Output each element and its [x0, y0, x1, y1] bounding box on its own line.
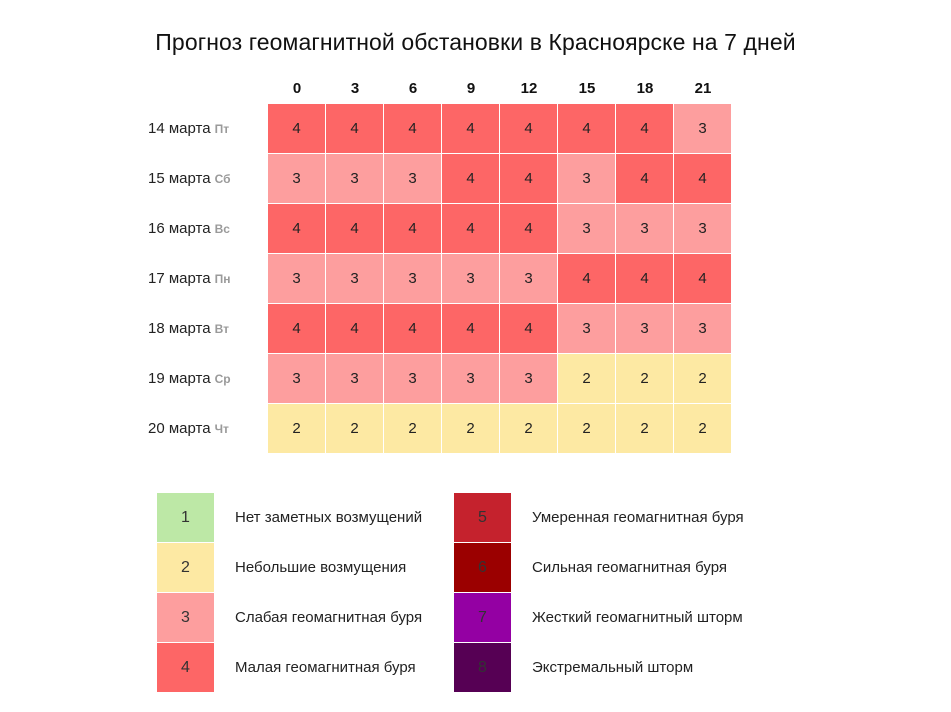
legend-swatch: 2 — [157, 543, 214, 592]
heatmap-cell: 4 — [384, 204, 442, 254]
row-label — [148, 104, 266, 154]
row-label — [148, 404, 266, 454]
heatmap-cell: 4 — [384, 304, 442, 354]
row-date: 15 марта — [148, 170, 211, 187]
legend-swatch: 8 — [454, 643, 511, 692]
legend-swatch: 7 — [454, 593, 511, 642]
legend-swatch: 3 — [157, 593, 214, 642]
heatmap-cell: 3 — [616, 304, 674, 354]
row-date: 17 марта — [148, 270, 211, 287]
row-label — [148, 354, 266, 404]
heatmap-cell: 4 — [500, 204, 558, 254]
heatmap-cell: 4 — [616, 254, 674, 304]
row-label — [148, 154, 266, 204]
heatmap-cell: 3 — [384, 354, 442, 404]
heatmap-cell: 4 — [558, 254, 616, 304]
heatmap-cell: 3 — [558, 154, 616, 204]
heatmap-cell: 4 — [268, 204, 326, 254]
heatmap-cell: 2 — [558, 354, 616, 404]
heatmap-cell: 2 — [616, 354, 674, 404]
heatmap-cell: 2 — [268, 404, 326, 454]
row-weekday: Пн — [214, 272, 231, 286]
heatmap-cell: 4 — [384, 104, 442, 154]
chart-title: Прогноз геомагнитной обстановки в Красноярске на 7 дней — [155, 29, 796, 55]
legend-label: Небольшие возмущения — [235, 559, 407, 576]
heatmap-cell: 3 — [674, 104, 732, 154]
heatmap-cell: 4 — [674, 154, 732, 204]
legend-label: Слабая геомагнитная буря — [235, 609, 423, 626]
hour-label-12: 12 — [520, 80, 538, 97]
row-weekday: Пт — [214, 122, 230, 136]
heatmap-cell: 3 — [616, 204, 674, 254]
legend-label: Умеренная геомагнитная буря — [532, 509, 744, 526]
row-date: 18 марта — [148, 320, 211, 337]
legend-label: Малая геомагнитная буря — [235, 659, 416, 676]
row-weekday: Вс — [214, 222, 230, 236]
row-weekday: Сб — [214, 172, 231, 186]
heatmap-cell: 4 — [442, 154, 500, 204]
heatmap-cell: 3 — [268, 354, 326, 404]
legend-swatch: 4 — [157, 643, 214, 692]
row-label — [148, 304, 266, 354]
heatmap-cell: 3 — [384, 154, 442, 204]
heatmap-cell: 3 — [384, 254, 442, 304]
heatmap-cell: 4 — [674, 254, 732, 304]
heatmap-cell: 4 — [558, 104, 616, 154]
legend-label: Сильная геомагнитная буря — [532, 559, 727, 576]
legend-swatch: 1 — [157, 493, 214, 542]
legend-label: Жесткий геомагнитный шторм — [532, 609, 743, 626]
legend-label: Нет заметных возмущений — [235, 509, 423, 526]
row-weekday: Чт — [214, 422, 229, 436]
heatmap-cell: 4 — [442, 104, 500, 154]
heatmap-cell: 2 — [384, 404, 442, 454]
heatmap-cell: 3 — [500, 354, 558, 404]
heatmap-cell: 3 — [500, 254, 558, 304]
heatmap-cell: 3 — [674, 204, 732, 254]
heatmap-cell: 4 — [616, 154, 674, 204]
row-weekday: Ср — [214, 372, 231, 386]
row-date: 19 марта — [148, 370, 211, 387]
hour-label-15: 15 — [578, 80, 596, 97]
row-date: 16 марта — [148, 220, 211, 237]
hour-label-21: 21 — [694, 80, 712, 97]
legend-swatch: 5 — [454, 493, 511, 542]
heatmap-cell: 3 — [326, 254, 384, 304]
heatmap-cell: 3 — [442, 254, 500, 304]
heatmap-cell: 2 — [326, 404, 384, 454]
heatmap-cell: 2 — [674, 354, 732, 404]
heatmap-cell: 3 — [268, 154, 326, 204]
heatmap-cell: 2 — [674, 404, 732, 454]
legend-label: Экстремальный шторм — [532, 659, 694, 676]
hour-label-6: 6 — [408, 80, 418, 97]
heatmap-cell: 4 — [326, 104, 384, 154]
heatmap-cell: 3 — [674, 304, 732, 354]
heatmap-cell: 4 — [500, 304, 558, 354]
heatmap-cell: 2 — [442, 404, 500, 454]
heatmap-cell: 3 — [268, 254, 326, 304]
heatmap-cell: 3 — [326, 154, 384, 204]
heatmap-cell: 4 — [500, 154, 558, 204]
hour-label-9: 9 — [466, 80, 476, 97]
heatmap-cell: 4 — [442, 204, 500, 254]
row-date: 20 марта — [148, 420, 211, 437]
hour-label-18: 18 — [636, 80, 654, 97]
heatmap-cell: 3 — [558, 204, 616, 254]
row-date: 14 марта — [148, 120, 211, 137]
row-label — [148, 254, 266, 304]
heatmap-cell: 4 — [268, 104, 326, 154]
heatmap-cell: 4 — [500, 104, 558, 154]
heatmap-cell: 4 — [442, 304, 500, 354]
heatmap-cell: 4 — [616, 104, 674, 154]
heatmap-cell: 4 — [268, 304, 326, 354]
hour-label-0: 0 — [292, 80, 302, 97]
hour-label-3: 3 — [350, 80, 360, 97]
heatmap-cell: 2 — [558, 404, 616, 454]
legend-swatch: 6 — [454, 543, 511, 592]
heatmap-cell: 4 — [326, 304, 384, 354]
heatmap-cell: 2 — [500, 404, 558, 454]
heatmap-cell: 4 — [326, 204, 384, 254]
heatmap-cell: 3 — [442, 354, 500, 404]
row-label — [148, 204, 266, 254]
heatmap-cell: 3 — [326, 354, 384, 404]
heatmap-cell: 3 — [558, 304, 616, 354]
row-weekday: Вт — [214, 322, 229, 336]
heatmap-cell: 2 — [616, 404, 674, 454]
